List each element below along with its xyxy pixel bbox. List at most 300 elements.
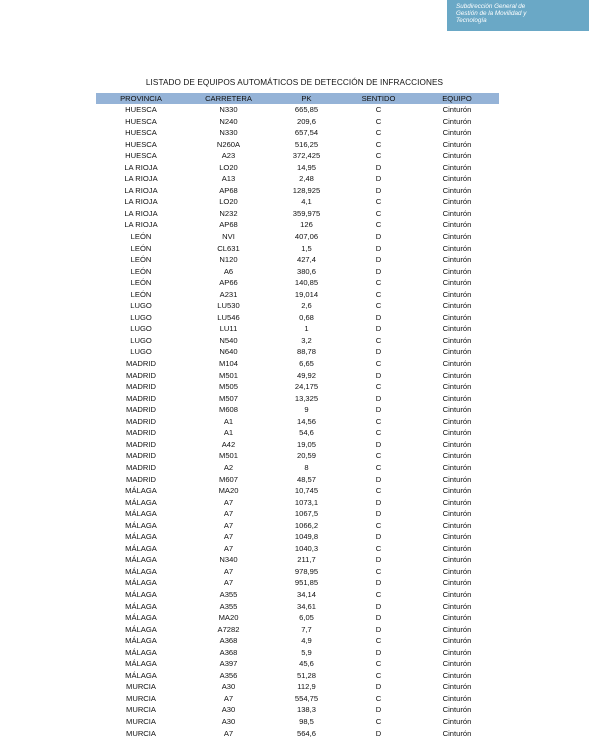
carretera-cell: M104 — [219, 359, 238, 369]
provincia-cell: MÁLAGA — [125, 601, 157, 611]
sentido-cell: D — [375, 324, 382, 334]
equipo-cell: Cinturón — [442, 566, 472, 576]
sentido-cell: D — [375, 705, 382, 715]
pk-cell: 24,175 — [294, 382, 319, 392]
pk-cell: 138,3 — [296, 705, 316, 715]
carretera-cell: A13 — [221, 174, 236, 184]
table-row — [96, 404, 499, 416]
sentido-cell: D — [375, 624, 382, 634]
table-row — [96, 116, 499, 128]
column-header-pk: PK — [271, 93, 342, 104]
provincia-cell: LEÓN — [130, 232, 152, 242]
sentido-cell: D — [375, 393, 382, 403]
table-row — [96, 173, 499, 185]
carretera-cell: N120 — [219, 255, 238, 265]
carretera-cell: A30 — [221, 682, 236, 692]
table-row — [96, 208, 499, 220]
provincia-cell: MADRID — [126, 393, 156, 403]
carretera-cell: M501 — [219, 370, 238, 380]
table-row — [96, 543, 499, 555]
equipo-cell: Cinturón — [442, 624, 472, 634]
table-row — [96, 277, 499, 289]
table-row — [96, 416, 499, 428]
pk-cell: 128,925 — [292, 185, 321, 195]
provincia-cell: MURCIA — [126, 705, 156, 715]
pk-cell: 3,2 — [301, 335, 312, 345]
equipo-cell: Cinturón — [442, 312, 472, 322]
provincia-cell: MADRID — [126, 370, 156, 380]
provincia-cell: MÁLAGA — [125, 624, 157, 634]
table-row — [96, 474, 499, 486]
provincia-cell: MURCIA — [126, 682, 156, 692]
pk-cell: 13,325 — [294, 393, 319, 403]
pk-cell: 2,48 — [299, 174, 314, 184]
table-row — [96, 601, 499, 613]
sentido-cell: D — [375, 347, 382, 357]
table-row — [96, 243, 499, 255]
column-header-carretera: CARRETERA — [186, 93, 271, 104]
equipo-cell: Cinturón — [442, 243, 472, 253]
carretera-cell: M607 — [219, 474, 238, 484]
table-header-row — [96, 93, 499, 104]
carretera-cell: M608 — [219, 405, 238, 415]
table-row — [96, 554, 499, 566]
carretera-cell: A6 — [223, 266, 234, 276]
pk-cell: 1 — [304, 324, 309, 334]
carretera-cell: N540 — [219, 335, 238, 345]
carretera-cell: M501 — [219, 451, 238, 461]
table-row — [96, 531, 499, 543]
header-line-3: Tecnología — [456, 17, 487, 25]
provincia-cell: LEÓN — [130, 278, 152, 288]
equipo-cell: Cinturón — [442, 670, 472, 680]
carretera-cell: A7 — [223, 497, 234, 507]
sentido-cell: C — [375, 520, 382, 530]
sentido-cell: D — [375, 682, 382, 692]
equipo-cell: Cinturón — [442, 382, 472, 392]
pk-cell: 19,014 — [294, 289, 319, 299]
equipo-cell: Cinturón — [442, 716, 472, 726]
equipo-cell: Cinturón — [442, 578, 472, 588]
table-row — [96, 566, 499, 578]
carretera-cell: N330 — [219, 105, 238, 114]
provincia-cell: MÁLAGA — [125, 613, 157, 623]
provincia-cell: HUESCA — [125, 128, 157, 138]
equipo-cell: Cinturón — [442, 439, 472, 449]
equipo-cell: Cinturón — [442, 105, 472, 114]
equipo-cell: Cinturón — [442, 208, 472, 218]
sentido-cell: D — [375, 243, 382, 253]
provincia-cell: LUGO — [130, 312, 152, 322]
carretera-cell: N330 — [219, 128, 238, 138]
sentido-cell: D — [375, 370, 382, 380]
provincia-cell: LUGO — [130, 324, 152, 334]
equipo-cell: Cinturón — [442, 532, 472, 542]
sentido-cell: C — [375, 278, 382, 288]
pk-cell: 140,85 — [294, 278, 319, 288]
provincia-cell: LA RIOJA — [124, 220, 158, 230]
sentido-cell: C — [375, 566, 382, 576]
sentido-cell: C — [375, 197, 382, 207]
provincia-cell: MURCIA — [126, 716, 156, 726]
equipo-cell: Cinturón — [442, 647, 472, 657]
provincia-cell: MÁLAGA — [125, 509, 157, 519]
sentido-cell: C — [375, 301, 382, 311]
sentido-cell: C — [375, 128, 382, 138]
sentido-cell: C — [375, 335, 382, 345]
equipo-cell: Cinturón — [442, 543, 472, 553]
provincia-cell: HUESCA — [125, 139, 157, 149]
sentido-cell: D — [375, 185, 382, 195]
table-row — [96, 162, 499, 174]
equipo-cell: Cinturón — [442, 324, 472, 334]
provincia-cell: MÁLAGA — [125, 486, 157, 496]
provincia-cell: LEÓN — [130, 266, 152, 276]
equipo-cell: Cinturón — [442, 116, 472, 126]
sentido-cell: D — [375, 647, 382, 657]
equipment-table — [96, 93, 499, 739]
equipo-cell: Cinturón — [442, 393, 472, 403]
pk-cell: 657,54 — [294, 128, 319, 138]
carretera-cell: A7282 — [217, 624, 240, 634]
carretera-cell: N232 — [219, 208, 238, 218]
carretera-cell: A7 — [223, 578, 234, 588]
provincia-cell: LA RIOJA — [124, 185, 158, 195]
table-row — [96, 139, 499, 151]
table-row — [96, 358, 499, 370]
provincia-cell: MÁLAGA — [125, 647, 157, 657]
provincia-cell: LEÓN — [130, 255, 152, 265]
provincia-cell: MÁLAGA — [125, 520, 157, 530]
pk-cell: 564,6 — [296, 728, 316, 738]
table-row — [96, 300, 499, 312]
carretera-cell: A1 — [223, 428, 234, 438]
pk-cell: 1067,5 — [294, 509, 319, 519]
pk-cell: 112,9 — [297, 682, 316, 692]
provincia-cell: MÁLAGA — [125, 532, 157, 542]
pk-cell: 48,57 — [296, 474, 316, 484]
provincia-cell: MADRID — [126, 405, 156, 415]
equipo-cell: Cinturón — [442, 589, 472, 599]
carretera-cell: LU530 — [217, 301, 240, 311]
pk-cell: 10,745 — [294, 486, 319, 496]
pk-cell: 4,9 — [301, 636, 312, 646]
table-row — [96, 693, 499, 705]
sentido-cell: D — [375, 405, 382, 415]
equipo-cell: Cinturón — [442, 705, 472, 715]
pk-cell: 6,05 — [299, 613, 314, 623]
equipo-cell: Cinturón — [442, 162, 472, 172]
table-row — [96, 219, 499, 231]
provincia-cell: HUESCA — [125, 151, 157, 161]
table-row — [96, 439, 499, 451]
provincia-cell: MADRID — [126, 428, 156, 438]
pk-cell: 4,1 — [301, 197, 312, 207]
equipo-cell: Cinturón — [442, 139, 472, 149]
equipo-cell: Cinturón — [442, 659, 472, 669]
carretera-cell: A2 — [223, 462, 234, 472]
table-row — [96, 104, 499, 116]
pk-cell: 88,78 — [296, 347, 316, 357]
sentido-cell: C — [375, 589, 382, 599]
carretera-cell: A355 — [219, 589, 238, 599]
sentido-cell: C — [375, 693, 382, 703]
table-row — [96, 728, 499, 740]
pk-cell: 126 — [300, 220, 313, 230]
table-row — [96, 658, 499, 670]
table-row — [96, 670, 499, 682]
equipo-cell: Cinturón — [442, 185, 472, 195]
sentido-cell: D — [375, 532, 382, 542]
provincia-cell: LA RIOJA — [124, 197, 158, 207]
provincia-cell: MÁLAGA — [125, 497, 157, 507]
carretera-cell: A7 — [223, 566, 234, 576]
pk-cell: 20,59 — [296, 451, 316, 461]
equipo-cell: Cinturón — [442, 278, 472, 288]
sentido-cell: C — [375, 462, 382, 472]
sentido-cell: C — [375, 382, 382, 392]
table-row — [96, 612, 499, 624]
sentido-cell: D — [375, 601, 382, 611]
table-row — [96, 704, 499, 716]
sentido-cell: D — [375, 266, 382, 276]
provincia-cell: MADRID — [126, 359, 156, 369]
sentido-cell: C — [375, 105, 382, 114]
carretera-cell: AP68 — [219, 185, 238, 195]
pk-cell: 14,56 — [296, 416, 316, 426]
provincia-cell: LUGO — [130, 301, 152, 311]
column-header-provincia: PROVINCIA — [96, 93, 186, 104]
sentido-cell: D — [375, 509, 382, 519]
pk-cell: 554,75 — [294, 693, 319, 703]
sentido-cell: C — [375, 543, 382, 553]
equipo-cell: Cinturón — [442, 232, 472, 242]
equipo-cell: Cinturón — [442, 128, 472, 138]
table-row — [96, 450, 499, 462]
table-row — [96, 520, 499, 532]
pk-cell: 14,95 — [296, 162, 316, 172]
carretera-cell: A368 — [219, 647, 238, 657]
equipo-cell: Cinturón — [442, 255, 472, 265]
header-line-1: Subdirección General de — [456, 3, 526, 10]
carretera-cell: A7 — [223, 520, 234, 530]
pk-cell: 951,85 — [294, 578, 319, 588]
pk-cell: 5,9 — [301, 647, 312, 657]
provincia-cell: LEÓN — [130, 289, 152, 299]
table-row — [96, 196, 499, 208]
table-row — [96, 381, 499, 393]
header-line-2: Gestión de la Movilidad y — [456, 10, 527, 18]
header-banner — [447, 0, 589, 31]
carretera-cell: MA20 — [218, 486, 239, 496]
carretera-cell: A355 — [219, 601, 238, 611]
provincia-cell: LUGO — [130, 347, 152, 357]
sentido-cell: D — [375, 439, 382, 449]
sentido-cell: C — [375, 139, 382, 149]
table-row — [96, 681, 499, 693]
pk-cell: 0,68 — [299, 312, 314, 322]
pk-cell: 34,14 — [296, 589, 316, 599]
table-row — [96, 346, 499, 358]
carretera-cell: N640 — [219, 347, 238, 357]
provincia-cell: LEÓN — [130, 243, 152, 253]
table-row — [96, 370, 499, 382]
equipo-cell: Cinturón — [442, 370, 472, 380]
table-row — [96, 497, 499, 509]
sentido-cell: C — [375, 659, 382, 669]
sentido-cell: C — [375, 289, 382, 299]
carretera-cell: A30 — [221, 705, 236, 715]
provincia-cell: MURCIA — [126, 728, 156, 738]
equipo-cell: Cinturón — [442, 335, 472, 345]
carretera-cell: A30 — [221, 716, 236, 726]
provincia-cell: MÁLAGA — [125, 566, 157, 576]
table-row — [96, 231, 499, 243]
sentido-cell: D — [375, 497, 382, 507]
pk-cell: 19,05 — [296, 439, 316, 449]
pk-cell: 665,85 — [294, 105, 319, 114]
equipo-cell: Cinturón — [442, 416, 472, 426]
provincia-cell: MÁLAGA — [125, 555, 157, 565]
carretera-cell: LO20 — [219, 162, 238, 172]
equipo-cell: Cinturón — [442, 613, 472, 623]
pk-cell: 427,4 — [296, 255, 316, 265]
provincia-cell: MÁLAGA — [125, 589, 157, 599]
carretera-cell: A23 — [221, 151, 236, 161]
equipo-cell: Cinturón — [442, 266, 472, 276]
pk-cell: 1049,8 — [294, 532, 319, 542]
pk-cell: 978,95 — [294, 566, 319, 576]
pk-cell: 380,6 — [296, 266, 316, 276]
provincia-cell: MADRID — [126, 416, 156, 426]
sentido-cell: C — [375, 716, 382, 726]
equipo-cell: Cinturón — [442, 486, 472, 496]
sentido-cell: D — [375, 162, 382, 172]
table-row — [96, 289, 499, 301]
provincia-cell: MADRID — [126, 462, 156, 472]
sentido-cell: D — [375, 578, 382, 588]
pk-cell: 54,6 — [299, 428, 314, 438]
equipo-cell: Cinturón — [442, 636, 472, 646]
equipo-cell: Cinturón — [442, 301, 472, 311]
carretera-cell: M507 — [219, 393, 238, 403]
table-row — [96, 150, 499, 162]
pk-cell: 372,425 — [292, 151, 321, 161]
document-title: LISTADO DE EQUIPOS AUTOMÁTICOS DE DETECCIÓN DE INFRACCIONES — [145, 78, 444, 87]
sentido-cell: C — [375, 220, 382, 230]
pk-cell: 1066,2 — [294, 520, 319, 530]
table-row — [96, 716, 499, 728]
equipo-cell: Cinturón — [442, 497, 472, 507]
column-header-sentido: SENTIDO — [342, 93, 415, 104]
table-row — [96, 254, 499, 266]
table-row — [96, 393, 499, 405]
sentido-cell: D — [375, 255, 382, 265]
equipo-cell: Cinturón — [442, 151, 472, 161]
carretera-cell: N260A — [216, 139, 241, 149]
pk-cell: 45,6 — [299, 659, 314, 669]
carretera-cell: AP68 — [219, 220, 238, 230]
carretera-cell: LU11 — [219, 324, 238, 334]
carretera-cell: A397 — [219, 659, 238, 669]
carretera-cell: NVI — [222, 232, 235, 242]
carretera-cell: M505 — [219, 382, 238, 392]
equipo-cell: Cinturón — [442, 462, 472, 472]
provincia-cell: LA RIOJA — [124, 208, 158, 218]
table-row — [96, 127, 499, 139]
table-row — [96, 427, 499, 439]
sentido-cell: D — [375, 312, 382, 322]
carretera-cell: N340 — [219, 555, 238, 565]
equipo-cell: Cinturón — [442, 682, 472, 692]
sentido-cell: C — [375, 208, 382, 218]
carretera-cell: A7 — [223, 543, 234, 553]
pk-cell: 1073,1 — [294, 497, 319, 507]
sentido-cell: C — [375, 486, 382, 496]
equipo-cell: Cinturón — [442, 728, 472, 738]
pk-cell: 49,92 — [296, 370, 316, 380]
provincia-cell: MÁLAGA — [125, 578, 157, 588]
carretera-cell: A7 — [223, 693, 234, 703]
equipo-cell: Cinturón — [442, 693, 472, 703]
pk-cell: 407,06 — [294, 232, 319, 242]
table-row — [96, 508, 499, 520]
provincia-cell: MÁLAGA — [125, 670, 157, 680]
equipo-cell: Cinturón — [442, 359, 472, 369]
pk-cell: 34,61 — [296, 601, 316, 611]
carretera-cell: MA20 — [218, 613, 239, 623]
table-row — [96, 577, 499, 589]
table-row — [96, 647, 499, 659]
provincia-cell: LUGO — [130, 335, 152, 345]
pk-cell: 8 — [304, 462, 309, 472]
carretera-cell: A231 — [219, 289, 238, 299]
table-row — [96, 266, 499, 278]
sentido-cell: C — [375, 416, 382, 426]
sentido-cell: C — [375, 451, 382, 461]
provincia-cell: LA RIOJA — [124, 174, 158, 184]
pk-cell: 98,5 — [299, 716, 314, 726]
provincia-cell: MADRID — [126, 451, 156, 461]
equipo-cell: Cinturón — [442, 555, 472, 565]
sentido-cell: D — [375, 555, 382, 565]
provincia-cell: MADRID — [126, 474, 156, 484]
pk-cell: 6,65 — [299, 359, 314, 369]
carretera-cell: LU546 — [217, 312, 240, 322]
equipo-cell: Cinturón — [442, 289, 472, 299]
pk-cell: 7,7 — [301, 624, 312, 634]
carretera-cell: A356 — [219, 670, 238, 680]
provincia-cell: LA RIOJA — [124, 162, 158, 172]
pk-cell: 516,25 — [294, 139, 319, 149]
column-header-equipo: EQUIPO — [415, 93, 499, 104]
equipo-cell: Cinturón — [442, 220, 472, 230]
sentido-cell: D — [375, 728, 382, 738]
sentido-cell: C — [375, 636, 382, 646]
equipo-cell: Cinturón — [442, 451, 472, 461]
carretera-cell: A1 — [223, 416, 234, 426]
carretera-cell: A7 — [223, 728, 234, 738]
provincia-cell: HUESCA — [125, 116, 157, 126]
carretera-cell: LO20 — [219, 197, 238, 207]
sentido-cell: C — [375, 116, 382, 126]
provincia-cell: MADRID — [126, 439, 156, 449]
carretera-cell: N240 — [219, 116, 238, 126]
provincia-cell: MÁLAGA — [125, 636, 157, 646]
carretera-cell: A368 — [219, 636, 238, 646]
table-row — [96, 312, 499, 324]
table-body — [96, 104, 499, 739]
